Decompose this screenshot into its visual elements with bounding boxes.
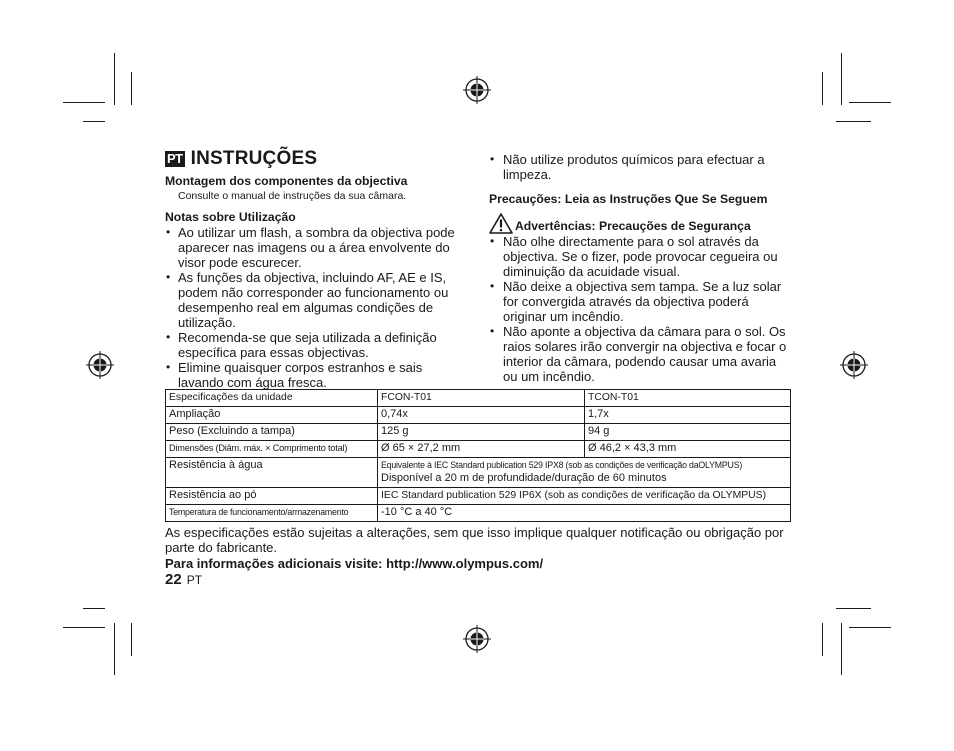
crop-mark [841,53,842,105]
table-cell-water [378,458,791,488]
table-cell: Ø 65 × 27,2 mm [378,441,585,458]
page-number-value: 22 [165,571,182,588]
list-item: • As funções da objectiva, incluindo AF, AE e IS, podem não corresponder ao funcionamento ou desempenho real em algumas condições de utilização. [165,270,465,330]
list-item: • Recomenda-se que seja utilizada a definição específica para essas objectivas. [165,330,465,360]
table-cell: -10 °C a 40 °C [378,505,791,522]
table-header-row [166,390,791,407]
registration-mark-icon [462,624,492,654]
registration-mark-icon [85,350,115,380]
warning-triangle-icon [489,213,513,234]
table-cell-label: Resistência à água [166,458,378,488]
table-header-cell: FCON-T01 [378,390,585,407]
section-title-usage-notes: Notas sobre Utilização [165,210,296,224]
right-column [489,152,794,384]
list-item: • Não olhe directamente para o sol através da objectiva. Se o fizer, pode provocar cegueira ou diminuição da acuidade visual. [489,234,794,279]
crop-mark [836,608,871,609]
table-cell: 0,74x [378,407,585,424]
crop-mark [63,102,105,103]
footer-notes [165,525,785,571]
table-cell-label: Peso (Excluindo a tampa) [166,424,378,441]
crop-mark [849,102,891,103]
registration-mark-icon [462,75,492,105]
list-item: • Ao utilizar um flash, a sombra da objectiva pode aparecer nas imagens ou a área envolvente do visor pode escurecer. [165,225,465,270]
table-cell: 94 g [585,424,791,441]
usage-notes-list [165,225,465,390]
section-note-assembly: Consulte o manual de instruções da sua câmara. [178,190,407,202]
table-cell: 1,7x [585,407,791,424]
table-cell-label: Temperatura de funcionamento/armazenamento [166,505,378,522]
cleaning-list [489,152,794,182]
page-title: INSTRUÇÕES [190,148,318,169]
page-number [165,571,202,588]
warning-list [489,234,794,384]
crop-mark [83,608,105,609]
page-language: PT [186,573,203,587]
water-resistance-depth: Disponível a 20 m de profundidade/duração de 60 minutos [381,472,667,484]
crop-mark [114,53,115,105]
language-badge: PT [167,151,183,166]
crop-mark [131,72,132,105]
table-row [166,424,791,441]
table-cell: 125 g [378,424,585,441]
list-item: • Não deixe a objectiva sem tampa. Se a luz solar for convergida através da objectiva poderá originar um incêndio. [489,279,794,324]
crop-mark [83,121,105,122]
table-cell: Ø 46,2 × 43,3 mm [585,441,791,458]
page-title-row [165,148,465,170]
table-cell: IEC Standard publication 529 IP6X (sob as condições de verificação da OLYMPUS) [378,488,791,505]
warning-title: Advertências: Precauções de Segurança [515,219,751,233]
water-resistance-standard: Equivalente à IEC Standard publication 529 IPX8 (sob as condições de verificação daOLYMPUS) [381,460,743,470]
table-row [166,505,791,522]
table-row [166,488,791,505]
table-cell-label: Resistência ao pó [166,488,378,505]
crop-mark [849,627,891,628]
table-row [166,441,791,458]
crop-mark [131,623,132,656]
crop-mark [114,623,115,675]
list-item: • Elimine quaisquer corpos estranhos e sais lavando com água fresca. [165,360,465,390]
crop-mark [841,623,842,675]
table-row [166,407,791,424]
crop-mark [822,623,823,656]
spec-table [165,389,791,522]
warning-title-row [489,213,794,234]
list-item: • Não utilize produtos químicos para efectuar a limpeza. [489,152,794,182]
table-row [166,458,791,488]
disclaimer-text: As especificações estão sujeitas a alterações, sem que isso implique qualquer notificação ou obrigação por parte do fabricante. [165,525,784,555]
more-info-text: Para informações adicionais visite: http://www.olympus.com/ [165,556,544,571]
crop-mark [63,627,105,628]
section-title-assembly: Montagem dos componentes da objectiva [165,174,408,188]
table-header-cell: Especificações da unidade [166,390,378,407]
crop-mark [836,121,871,122]
crop-mark [822,72,823,105]
table-cell-label: Ampliação [166,407,378,424]
table-header-cell: TCON-T01 [585,390,791,407]
left-column [165,148,465,390]
table-cell-label: Dimensões (Diâm. máx. × Comprimento total) [166,441,378,458]
precautions-title: Precauções: Leia as Instruções Que Se Seguem [489,192,768,206]
registration-mark-icon [839,350,869,380]
list-item: • Não aponte a objectiva da câmara para o sol. Os raios solares irão convergir na objectiva e focar o interior da câmara, podendo causar uma avaria ou um incêndio. [489,324,794,384]
